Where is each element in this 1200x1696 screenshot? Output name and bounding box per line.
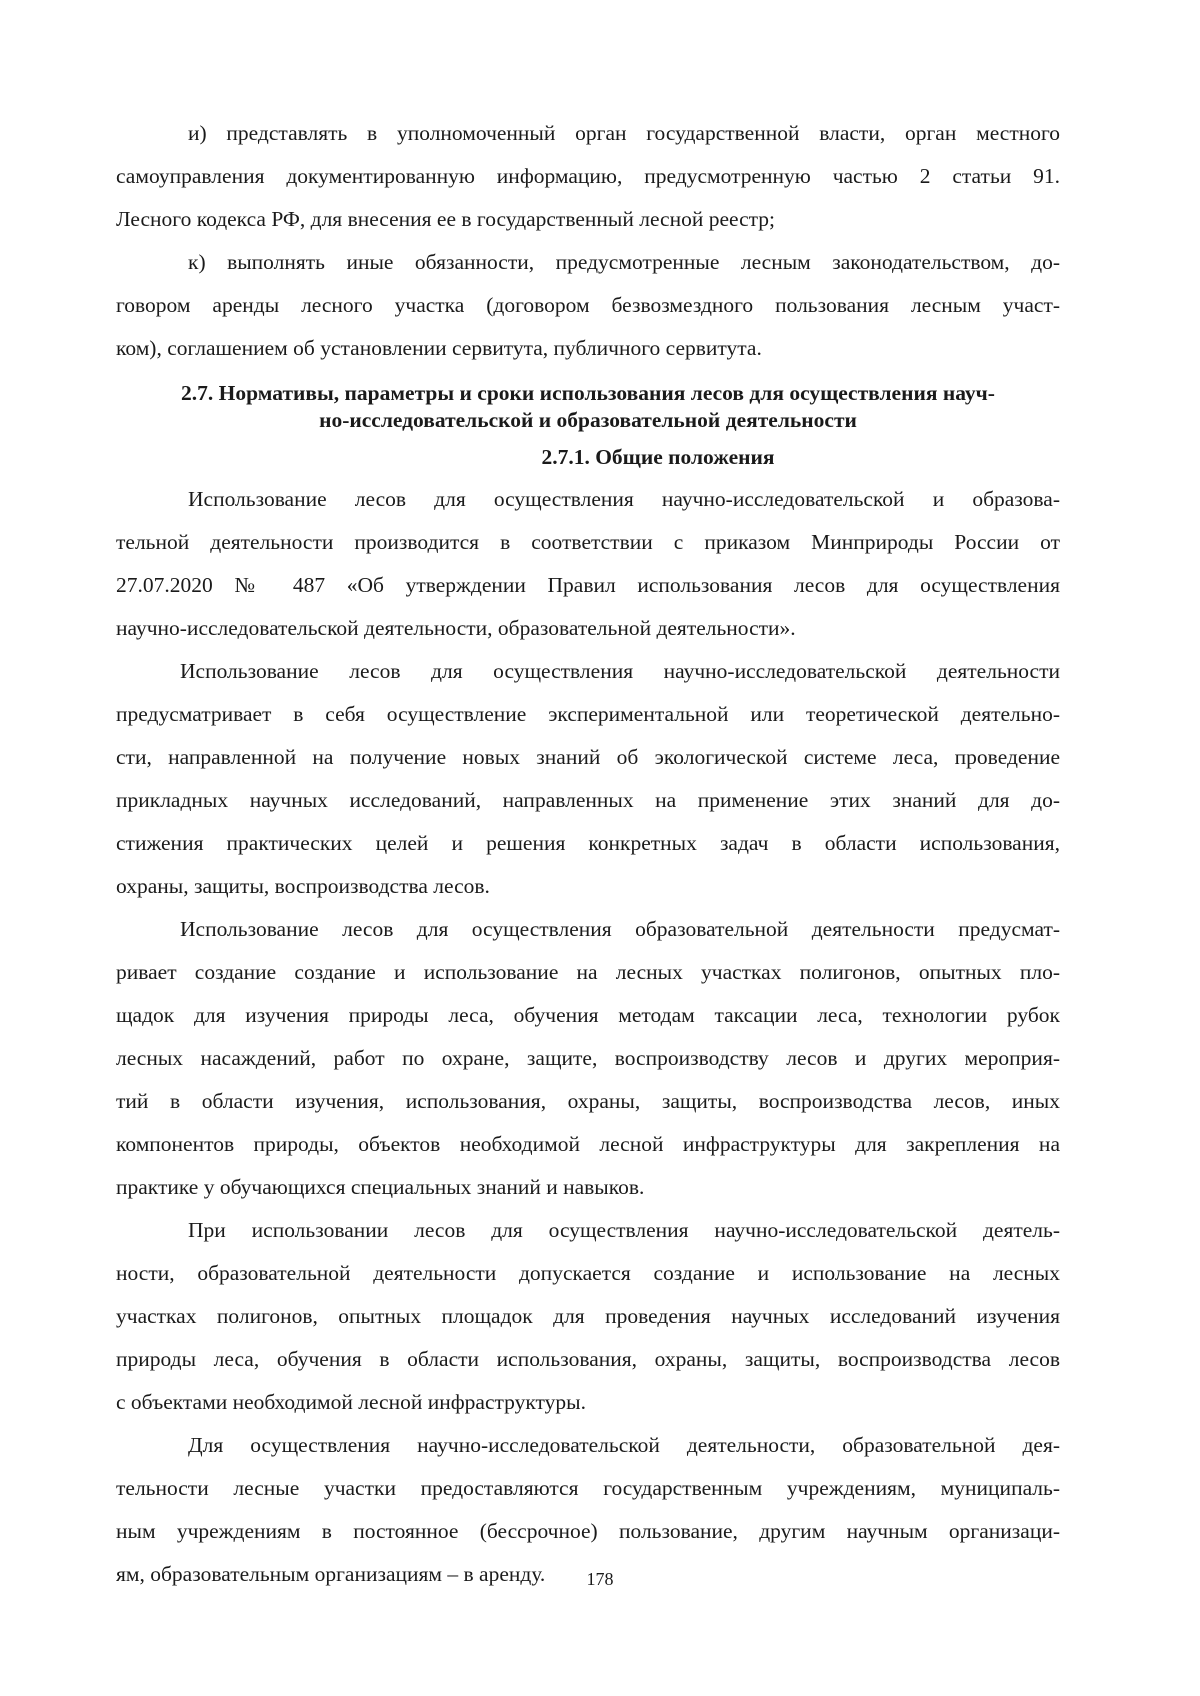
paragraph: [116, 908, 1060, 1209]
text-line: Использование лесов для осуществления образовательной деятельности предусмат-: [180, 917, 1060, 941]
text-line: с объектами необходимой лесной инфраструктуры.: [116, 1390, 586, 1414]
text-line: сти, направленной на получение новых знаний об экологической системе леса, проведение: [116, 745, 1060, 769]
text-line: охраны, защиты, воспроизводства лесов.: [116, 874, 490, 898]
page-number: 178: [586, 1569, 614, 1589]
paragraph-item-k: [116, 241, 1060, 370]
text-line: к) выполнять иные обязанности, предусмотренные лесным законодательством, до-: [188, 250, 1060, 274]
text-line: тельной деятельности производится в соответствии с приказом Минприроды России от: [116, 530, 1060, 554]
text-line: лесных насаждений, работ по охране, защите, воспроизводству лесов и других мероприя-: [116, 1046, 1060, 1070]
section-heading-line: 2.7. Нормативы, параметры и сроки использования лесов для осуществления науч-: [181, 381, 995, 405]
paragraph: [116, 650, 1060, 908]
text-line: и) представлять в уполномоченный орган государственной власти, орган местного: [188, 121, 1060, 145]
text-line: щадок для изучения природы леса, обучения методам таксации леса, технологии рубок: [116, 1003, 1060, 1027]
text-line: ривает создание создание и использование на лесных участках полигонов, опытных пло-: [116, 960, 1060, 984]
text-line: ным учреждениям в постоянное (бессрочное) пользование, другим научным организаци-: [116, 1519, 1060, 1543]
text-line: Использование лесов для осуществления научно-исследовательской и образова-: [188, 487, 1060, 511]
text-line: самоуправления документированную информацию, предусмотренную частью 2 статьи 91.: [116, 164, 1060, 188]
text-line: ком), соглашением об установлении сервитута, публичного сервитута.: [116, 336, 762, 360]
text-line: ям, образовательным организациям – в аренду.: [116, 1562, 546, 1586]
text-line: участках полигонов, опытных площадок для проведения научных исследований изучения: [116, 1304, 1060, 1328]
text-line: предусматривает в себя осуществление экспериментальной или теоретической деятельно-: [116, 702, 1060, 726]
text-line: тий в области изучения, использования, охраны, защиты, воспроизводства лесов, иных: [116, 1089, 1060, 1113]
text-line: прикладных научных исследований, направленных на применение этих знаний для до-: [116, 788, 1060, 812]
paragraph: [116, 1209, 1060, 1424]
paragraph: [116, 478, 1060, 650]
text-line: тельности лесные участки предоставляются государственным учреждениям, муниципаль-: [116, 1476, 1060, 1500]
text-line: 27.07.2020 № 487 «Об утверждении Правил использования лесов для осуществления: [116, 573, 1060, 597]
text-line: компонентов природы, объектов необходимой лесной инфраструктуры для закрепления на: [116, 1132, 1060, 1156]
subsection-heading: 2.7.1. Общие положения: [541, 445, 775, 469]
text-line: природы леса, обучения в области использования, охраны, защиты, воспроизводства лесов: [116, 1347, 1060, 1371]
text-line: Лесного кодекса РФ, для внесения ее в государственный лесной реестр;: [116, 207, 776, 231]
text-line: Для осуществления научно-исследовательской деятельности, образовательной дея-: [188, 1433, 1060, 1457]
document-page: [116, 112, 1060, 1596]
text-line: Использование лесов для осуществления научно-исследовательской деятельности: [180, 659, 1060, 683]
text-line: практике у обучающихся специальных знаний и навыков.: [116, 1175, 645, 1199]
text-line: При использовании лесов для осуществления научно-исследовательской деятель-: [188, 1218, 1060, 1242]
text-line: говором аренды лесного участка (договором безвозмездного пользования лесным участ-: [116, 293, 1060, 317]
text-line: ности, образовательной деятельности допускается создание и использование на лесных: [116, 1261, 1060, 1285]
text-line: стижения практических целей и решения конкретных задач в области использования,: [116, 831, 1060, 855]
section-heading: [116, 380, 1060, 434]
section-heading-line: но-исследовательской и образовательной деятельности: [319, 408, 857, 432]
text-line: научно-исследовательской деятельности, образовательной деятельности».: [116, 616, 796, 640]
paragraph-item-i: [116, 112, 1060, 241]
